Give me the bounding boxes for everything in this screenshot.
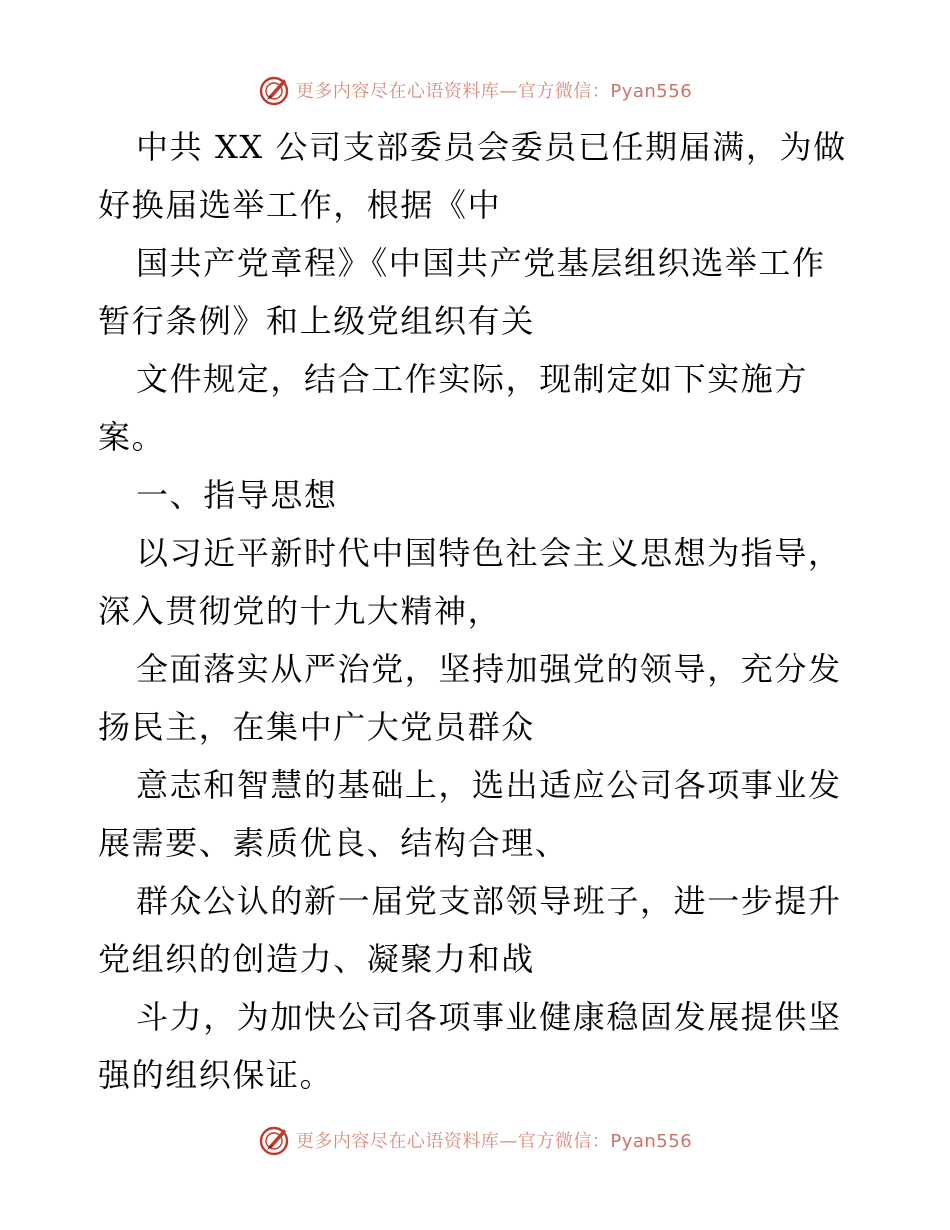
section-heading: [98, 466, 858, 524]
paragraph-line: 意志和智慧的基础上，选出适应公司各项事业发: [136, 766, 842, 804]
paragraph-line: 党组织的创造力、凝聚力和战: [98, 940, 535, 978]
section-heading-text: 一、指导思想: [136, 476, 338, 514]
paragraph-line: 全面落实从严治党，坚持加强党的领导，充分发: [136, 650, 842, 688]
paragraph-2: [98, 234, 858, 350]
paragraph-line: 强的组织保证。: [98, 1056, 334, 1094]
watermark-label: 更多内容尽在心语资料库—官方微信：: [295, 81, 611, 102]
paragraph-line: 暂行条例》和上级党组织有关: [98, 302, 535, 340]
watermark-id: Pyan556: [610, 1131, 693, 1152]
document-body: [98, 118, 858, 1104]
paragraph-line: 深入贯彻党的十九大精神，: [98, 592, 502, 630]
paragraph-5: [98, 640, 858, 756]
footer-watermark: [0, 1120, 950, 1160]
paragraph-line: 斗力，为加快公司各项事业健康稳固发展提供坚: [136, 998, 842, 1036]
paragraph-line: 展需要、素质优良、结构合理、: [98, 824, 569, 862]
paragraph-4: [98, 524, 858, 640]
quill-logo-icon: [258, 73, 292, 107]
watermark-text: [296, 77, 692, 103]
watermark-id: Pyan556: [610, 81, 693, 102]
paragraph-line: 群众公认的新一届党支部领导班子，进一步提升: [136, 882, 842, 920]
paragraph-line: 文件规定，结合工作实际，现制定如下实施方: [136, 360, 809, 398]
watermark-label: 更多内容尽在心语资料库—官方微信：: [295, 1131, 611, 1152]
paragraph-line: 扬民主，在集中广大党员群众: [98, 708, 535, 746]
paragraph-line: 案。: [98, 418, 166, 456]
paragraph-line: 以习近平新时代中国特色社会主义思想为指导，: [136, 534, 842, 572]
header-watermark: [0, 70, 950, 110]
paragraph-3: [98, 350, 858, 466]
paragraph-line: 国共产党章程》《中国共产党基层组织选举工作: [136, 244, 826, 282]
paragraph-line: 中共 XX 公司支部委员会委员已任期届满，为做: [136, 128, 847, 166]
paragraph-1: [98, 118, 858, 234]
paragraph-7: [98, 872, 858, 988]
quill-logo-icon: [258, 1123, 292, 1157]
paragraph-6: [98, 756, 858, 872]
watermark-text: [296, 1127, 692, 1153]
paragraph-8: [98, 988, 858, 1104]
paragraph-line: 好换届选举工作，根据《中: [98, 186, 502, 224]
